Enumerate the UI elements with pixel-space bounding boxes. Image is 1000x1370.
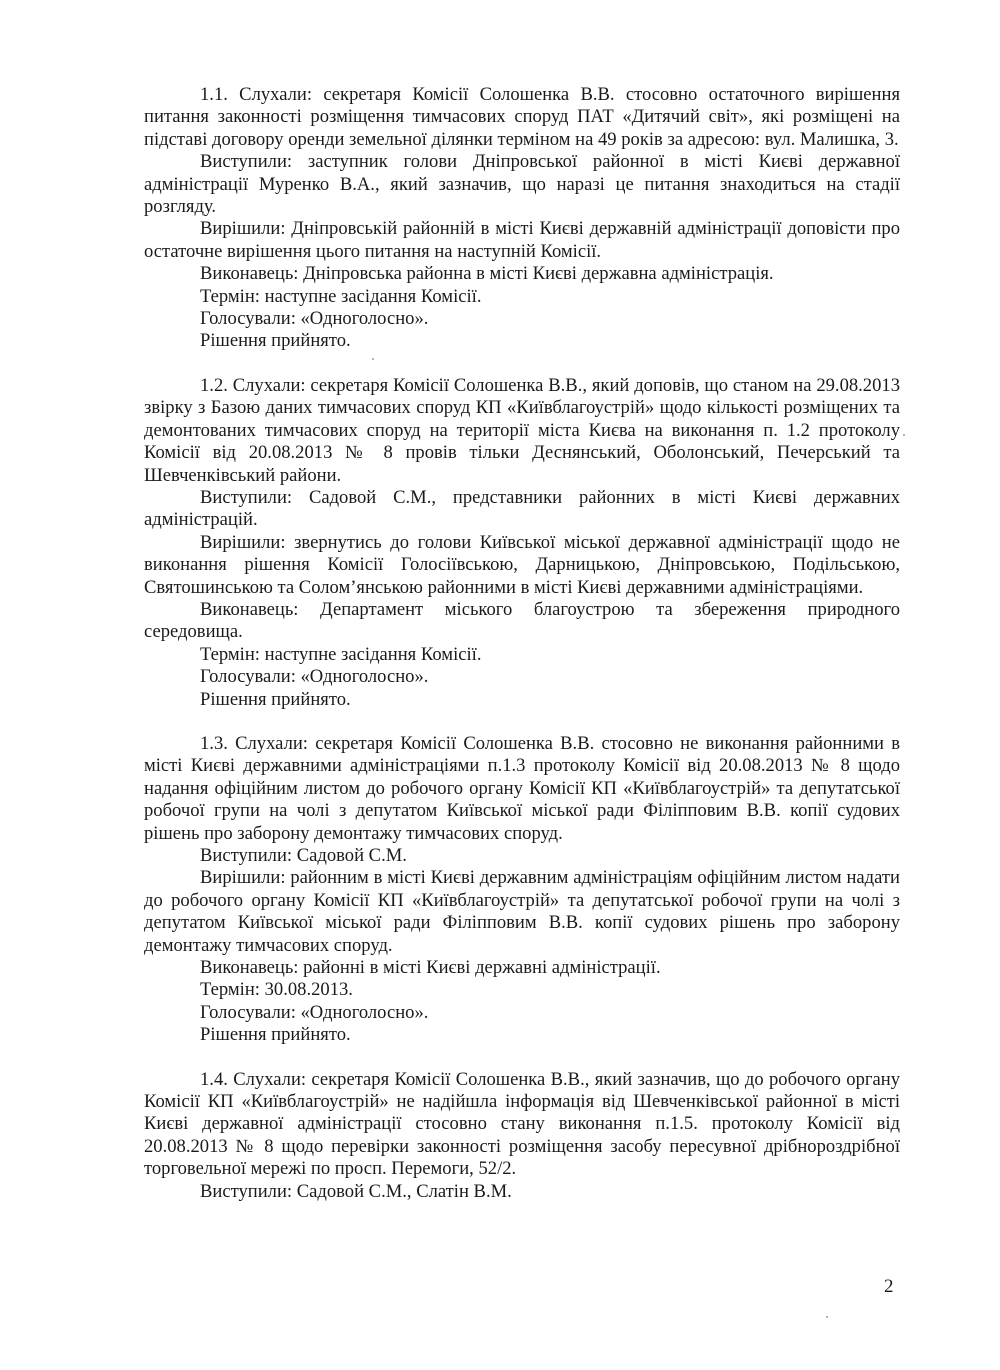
page-number: 2 [884, 1276, 894, 1297]
result-line: Рішення прийнято. [200, 330, 351, 352]
spoke-line: Виступили: Садовой С.М. [200, 845, 407, 866]
document-page [144, 84, 900, 1203]
spoke-paragraph: Виступили: заступник голови Дніпровської районної в місті Києві державної адміністрації Муренко В.А., який зазначив, що наразі це питання знаходиться на стадії розгляду. [144, 151, 900, 218]
executor-line: Виконавець: районні в місті Києві державні адміністрації. [200, 957, 661, 979]
result-line: Рішення прийнято. [200, 1024, 351, 1046]
spoke-paragraph: Виступили: Садовой С.М., представники районних в місті Києві державних адміністрацій. [144, 486, 900, 531]
vote-line: Голосували: «Одноголосно». [200, 1001, 429, 1023]
decided-paragraph: Вирішили: Дніпровській районній в місті Києві державній адміністрації доповісти про остаточне вирішення цього питання на наступній Комісії. [144, 218, 900, 262]
decided-paragraph: Вирішили: районним в місті Києві державним адміністраціям офіційним листом надати до робочого органу Комісії КП «Київблагоустрій» та депутатської робочої групи на чолі з депутатом Київської міської ради Філіпповим В.В. копії судових рішень про заборону демонтажу тимчасових споруд. [144, 867, 900, 956]
section-1-3 [144, 733, 900, 1047]
scan-speck [903, 434, 905, 436]
scan-speck [372, 358, 374, 360]
section-1-4 [144, 1069, 900, 1203]
spoke-line: Виступили: Садовой С.М., Слатін В.М. [200, 1180, 512, 1202]
decided-paragraph: Вирішили: звернутись до голови Київської міської державної адміністрації щодо не виконання рішення Комісії Голосіївською, Дарницькою, Дніпровською, Подільською, Святошинською та Солом’янською районними в місті Києві державними адміністраціями. [144, 531, 900, 598]
vote-line: Голосували: «Одноголосно». [200, 308, 429, 330]
executor-paragraph: Виконавець: Департамент міського благоустрою та збереження природного середовища. [144, 598, 900, 643]
result-line: Рішення прийнято. [200, 688, 351, 710]
section-1-2 [144, 375, 900, 711]
section-1-1 [144, 84, 900, 353]
heard-paragraph: 1.1. Слухали: секретаря Комісії Солошенка В.В. стосовно остаточного вирішення питання законності розміщення тимчасових споруд ПАТ «Дитячий світ», які розміщені на підставі договору оренди земельної ділянки терміном на 49 років за адресою: вул. Малишка, 3. [144, 84, 900, 150]
scan-speck [826, 1316, 828, 1318]
term-line: Термін: наступне засідання Комісії. [200, 285, 482, 307]
term-line: Термін: наступне засідання Комісії. [200, 643, 482, 665]
executor-line: Виконавець: Дніпровська районна в місті Києві державна адміністрація. [200, 263, 774, 285]
heard-paragraph: 1.4. Слухали: секретаря Комісії Солошенка В.В., який зазначив, що до робочого органу Комісії КП «Київблагоустрій» не надійшла інформація від Шевченківської районної в місті Києві державної адміністрації стосовно стану виконання п.1.5. протоколу Комісії від 20.08.2013 № 8 щодо перевірки законності розміщення засобу пересувної дрібнороздрібної торговельної мережі по просп. Перемоги, 52/2. [144, 1068, 900, 1180]
heard-paragraph: 1.2. Слухали: секретаря Комісії Солошенка В.В., який доповів, що станом на 29.08.2013 звірку з Базою даних тимчасових споруд КП «Київблагоустрій» щодо кількості розміщених та демонтованих тимчасових споруд на території міста Києва на виконання п. 1.2 протоколу Комісії від 20.08.2013 № 8 провів тільки Деснянський, Оболонський, Печерський та Шевченківський райони. [144, 374, 900, 486]
vote-line: Голосували: «Одноголосно». [200, 666, 429, 688]
term-line: Термін: 30.08.2013. [200, 979, 353, 1001]
heard-paragraph: 1.3. Слухали: секретаря Комісії Солошенка В.В. стосовно не виконання районними в місті Києві державними адміністраціями п.1.3 протоколу Комісії від 20.08.2013 № 8 щодо надання офіційним листом до робочого органу Комісії КП «Київблагоустрій» та депутатської робочої групи на чолі з депутатом Київської міської ради Філіпповим В.В. копії судових рішень про заборону демонтажу тимчасових споруд. [144, 732, 900, 844]
